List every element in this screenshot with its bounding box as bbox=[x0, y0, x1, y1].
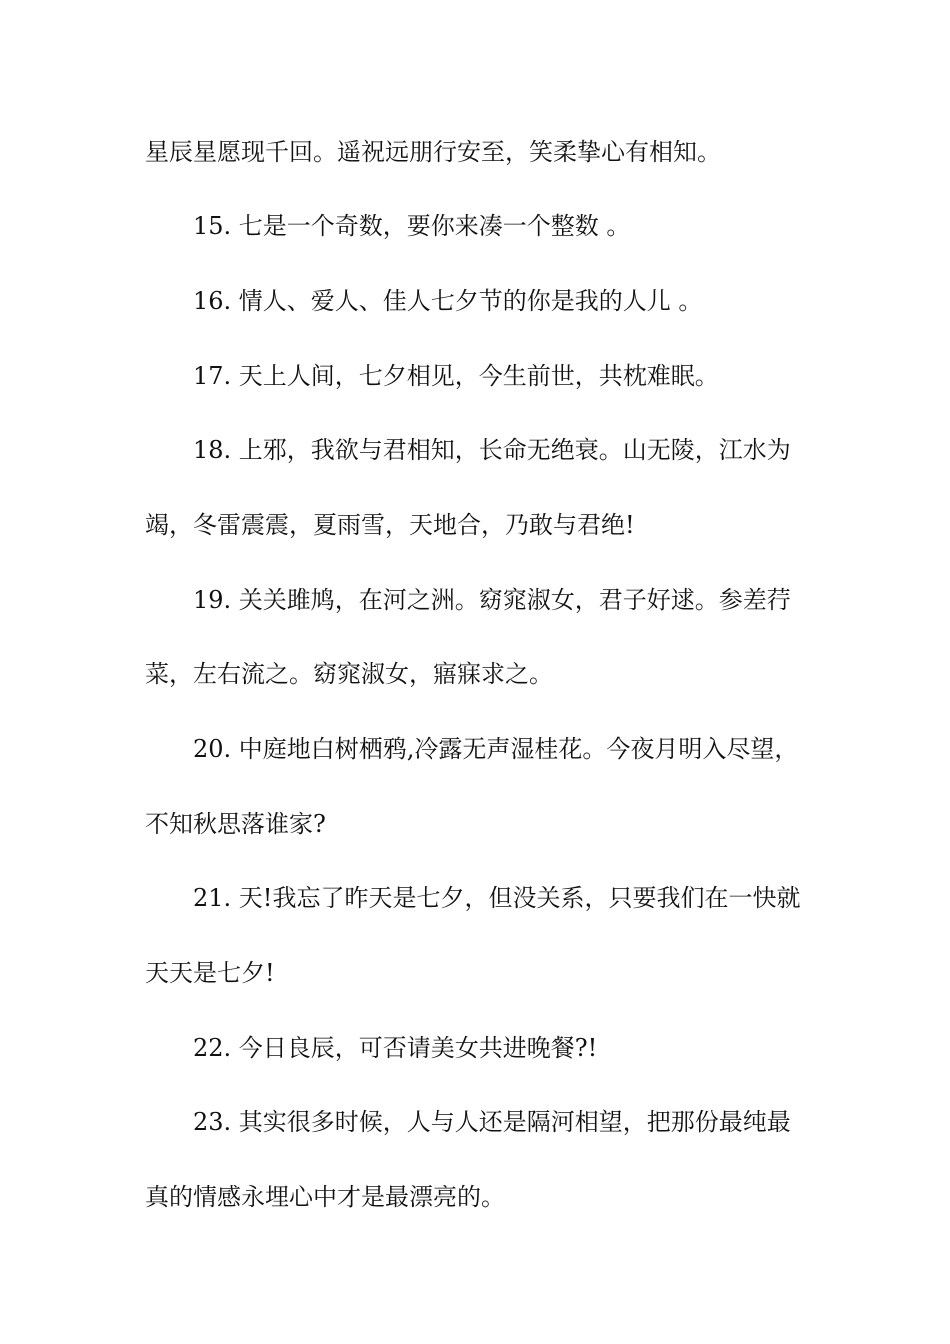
list-item-17: 17. 天上人间，七夕相见，今生前世，共枕难眠。 bbox=[193, 362, 719, 390]
list-item-20: 20. 中庭地白树栖鸦,冷露无声湿桂花。今夜月明入尽望， bbox=[193, 735, 799, 763]
list-item-21-continuation: 天天是七夕! bbox=[145, 959, 275, 987]
list-item-23-continuation: 真的情感永埋心中才是最漂亮的。 bbox=[145, 1183, 505, 1211]
list-item-20-continuation: 不知秋思落谁家? bbox=[145, 810, 326, 838]
text-line: 星辰星愿现千回。遥祝远朋行安至，笑柔挚心有相知。 bbox=[145, 138, 721, 166]
list-item-15: 15. 七是一个奇数，要你来凑一个整数 。 bbox=[193, 212, 631, 240]
list-item-21: 21. 天!我忘了昨天是七夕，但没关系，只要我们在一快就 bbox=[193, 884, 801, 912]
list-item-18: 18. 上邪，我欲与君相知，长命无绝衰。山无陵，江水为 bbox=[193, 436, 791, 464]
list-item-18-continuation: 竭，冬雷震震，夏雨雪，天地合，乃敢与君绝! bbox=[145, 511, 635, 539]
list-item-22: 22. 今日良辰，可否请美女共进晚餐?! bbox=[193, 1034, 598, 1062]
list-item-16: 16. 情人、爱人、佳人七夕节的你是我的人儿 。 bbox=[193, 287, 703, 315]
list-item-19-continuation: 菜，左右流之。窈窕淑女，寤寐求之。 bbox=[145, 660, 553, 688]
list-item-19: 19. 关关雎鸠，在河之洲。窈窕淑女，君子好逑。参差荇 bbox=[193, 586, 791, 614]
list-item-23: 23. 其实很多时候，人与人还是隔河相望，把那份最纯最 bbox=[193, 1108, 791, 1136]
